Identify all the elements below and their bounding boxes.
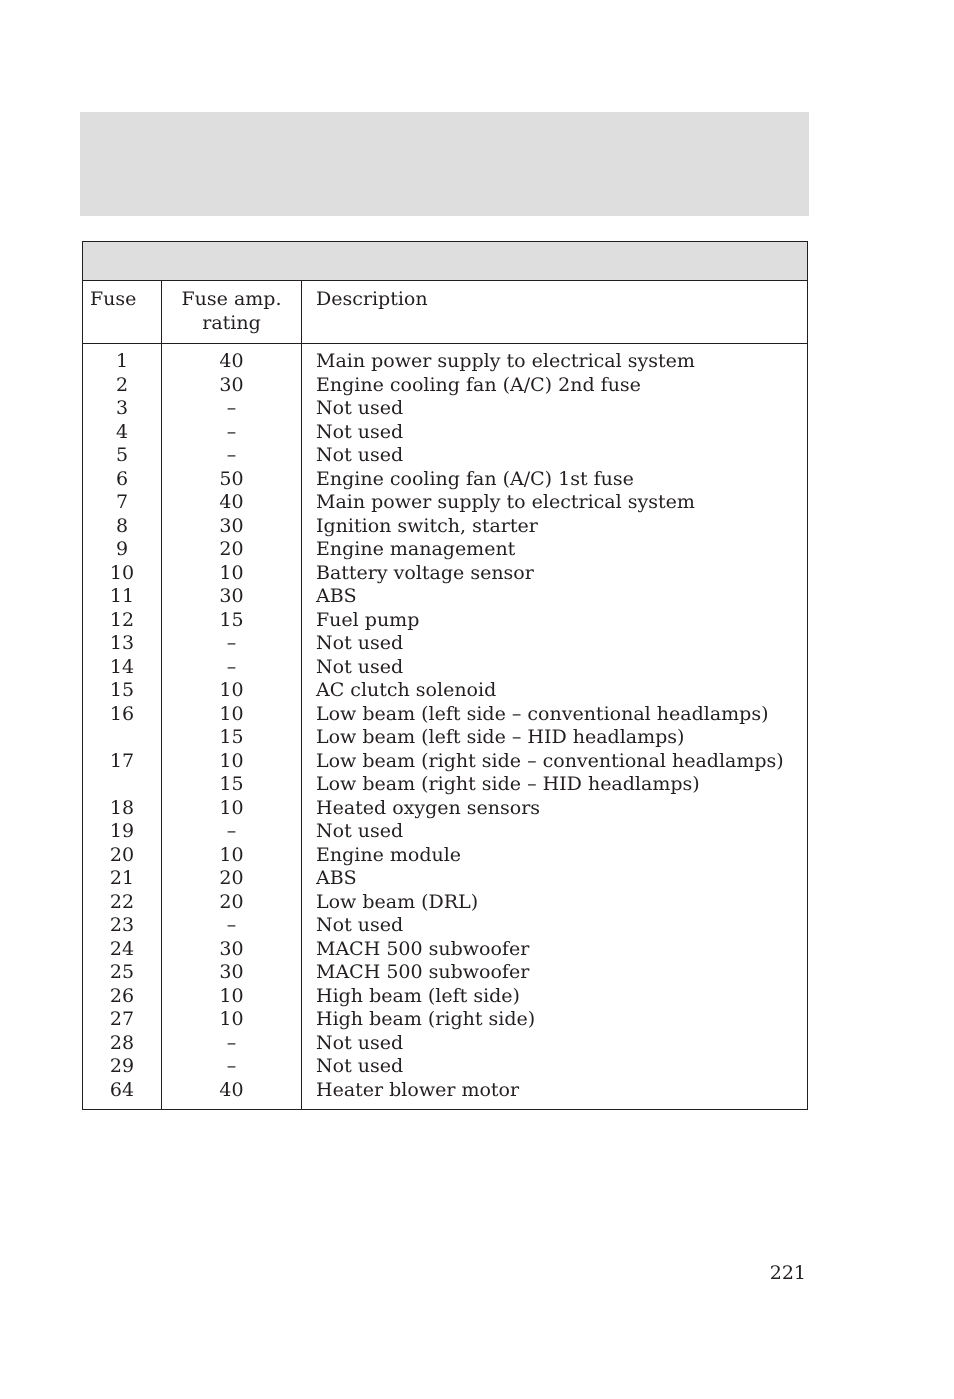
fuse-number-cell: 28 <box>109 1031 135 1054</box>
header-amp-line1: Fuse amp. <box>181 288 282 310</box>
header-amp-rating <box>162 281 302 343</box>
description-cell: Fuel pump <box>316 608 420 631</box>
amp-rating-cell: 10 <box>219 843 244 866</box>
amp-rating-cell: 50 <box>219 467 244 490</box>
fuse-number-cell: 5 <box>115 444 129 466</box>
description-cell: Engine module <box>316 843 462 866</box>
fuse-number-cell: 25 <box>109 961 135 983</box>
fuse-number-cell: 8 <box>115 514 129 537</box>
fuse-number-cell: 13 <box>109 632 135 654</box>
description-cell: Not used <box>316 1055 404 1077</box>
fuse-number-cell: 24 <box>109 937 135 960</box>
amp-rating-cell: 30 <box>219 937 244 960</box>
description-cell: Main power supply to electrical system <box>316 350 695 372</box>
amp-rating-cell: 10 <box>219 679 244 701</box>
amp-rating-cell: – <box>226 1031 237 1054</box>
description-cell: High beam (left side) <box>316 984 520 1007</box>
amp-rating-cell: 40 <box>219 350 244 372</box>
table-caption-bar <box>83 242 807 281</box>
amp-rating-cell: 40 <box>219 1078 244 1101</box>
description-cell: MACH 500 subwoofer <box>316 961 530 983</box>
fuse-number-cell: 3 <box>115 397 129 419</box>
fuse-number-column <box>83 344 162 1109</box>
amp-rating-cell: 10 <box>219 749 244 772</box>
amp-rating-cell: – <box>226 632 237 654</box>
description-cell: MACH 500 subwoofer <box>316 937 530 960</box>
amp-rating-cell: 30 <box>219 585 244 607</box>
fuse-number-cell: 2 <box>115 373 129 396</box>
amp-rating-cell: 30 <box>219 373 244 396</box>
fuse-number-cell: 9 <box>115 538 129 560</box>
header-fuse: Fuse <box>83 281 162 343</box>
fuse-table <box>82 241 808 1110</box>
fuse-number-cell: 14 <box>109 655 135 678</box>
fuse-number-cell <box>83 773 161 797</box>
amp-rating-cell: 20 <box>219 538 244 560</box>
description-cell: Not used <box>316 914 404 936</box>
amp-rating-cell: – <box>226 655 237 678</box>
description-cell: Heater blower motor <box>316 1078 520 1101</box>
header-amp-line2: rating <box>202 311 261 334</box>
fuse-number-cell: 10 <box>109 561 135 584</box>
description-cell: ABS <box>316 867 357 889</box>
description-cell: Low beam (left side – HID headlamps) <box>316 726 685 748</box>
fuse-number-cell: 20 <box>109 843 135 866</box>
amp-rating-cell: 15 <box>219 773 244 795</box>
fuse-number-cell: 16 <box>109 702 135 725</box>
description-cell: Not used <box>316 420 404 443</box>
amp-rating-cell: 10 <box>219 796 244 819</box>
description-cell: Battery voltage sensor <box>316 561 534 584</box>
amp-rating-cell: – <box>226 914 237 936</box>
fuse-number-cell: 22 <box>109 890 135 913</box>
page-number: 221 <box>769 1262 806 1284</box>
description-cell: AC clutch solenoid <box>316 679 497 701</box>
fuse-number-cell: 11 <box>109 585 135 607</box>
amp-rating-cell: 15 <box>219 608 244 631</box>
amp-rating-cell: – <box>226 397 237 419</box>
description-cell: High beam (right side) <box>316 1008 536 1030</box>
description-cell: ABS <box>316 585 357 607</box>
fuse-number-cell: 12 <box>109 608 135 631</box>
fuse-number-cell: 17 <box>109 749 135 772</box>
amp-rating-cell: – <box>226 1055 237 1077</box>
amp-rating-cell: 30 <box>219 961 244 983</box>
fuse-number-cell: 21 <box>109 867 135 889</box>
description-cell: Engine management <box>316 538 516 560</box>
fuse-number-cell: 29 <box>109 1055 135 1077</box>
description-cell: Not used <box>316 444 404 466</box>
fuse-number-cell: 19 <box>109 820 135 842</box>
description-cell: Low beam (DRL) <box>316 890 479 913</box>
fuse-number-cell: 1 <box>115 350 129 372</box>
amp-rating-cell: 30 <box>219 514 244 537</box>
description-cell: Engine cooling fan (A/C) 1st fuse <box>316 467 634 490</box>
header-description: Description <box>316 288 428 310</box>
description-cell: Main power supply to electrical system <box>316 491 695 513</box>
fuse-number-cell: 23 <box>109 914 135 936</box>
description-column <box>302 344 807 1109</box>
description-cell: Not used <box>316 397 404 419</box>
amp-rating-cell: – <box>226 420 237 443</box>
section-header-band <box>80 112 809 216</box>
description-cell: Low beam (left side – conventional headlamps) <box>316 702 769 725</box>
amp-rating-cell: 20 <box>219 890 244 913</box>
description-cell: Not used <box>316 632 404 654</box>
amp-rating-cell: 10 <box>219 702 244 725</box>
description-cell: Not used <box>316 1031 404 1054</box>
amp-rating-cell: 10 <box>219 984 244 1007</box>
table-header-row <box>83 281 807 344</box>
description-cell: Low beam (right side – HID headlamps) <box>316 773 700 795</box>
amp-rating-cell: – <box>226 820 237 842</box>
description-cell: Engine cooling fan (A/C) 2nd fuse <box>316 373 641 396</box>
description-cell: Heated oxygen sensors <box>316 796 541 819</box>
fuse-number-cell: 26 <box>109 984 135 1007</box>
amp-rating-cell: 20 <box>219 867 244 889</box>
amp-rating-column <box>162 344 302 1109</box>
fuse-number-cell: 27 <box>109 1008 135 1030</box>
description-cell: Not used <box>316 655 404 678</box>
fuse-number-cell: 7 <box>115 491 129 513</box>
fuse-number-cell: 15 <box>109 679 135 701</box>
fuse-number-cell: 4 <box>115 420 129 443</box>
fuse-number-cell: 6 <box>115 467 129 490</box>
amp-rating-cell: – <box>226 444 237 466</box>
description-cell: Not used <box>316 820 404 842</box>
description-cell: Ignition switch, starter <box>316 514 538 537</box>
amp-rating-cell: 40 <box>219 491 244 513</box>
fuse-number-cell: 64 <box>109 1078 135 1101</box>
fuse-number-cell: 18 <box>109 796 135 819</box>
table-body <box>83 344 807 1109</box>
amp-rating-cell: 10 <box>219 561 244 584</box>
fuse-number-cell <box>83 726 161 750</box>
amp-rating-cell: 10 <box>219 1008 244 1030</box>
description-cell: Low beam (right side – conventional headlamps) <box>316 749 784 772</box>
amp-rating-cell: 15 <box>219 726 244 748</box>
